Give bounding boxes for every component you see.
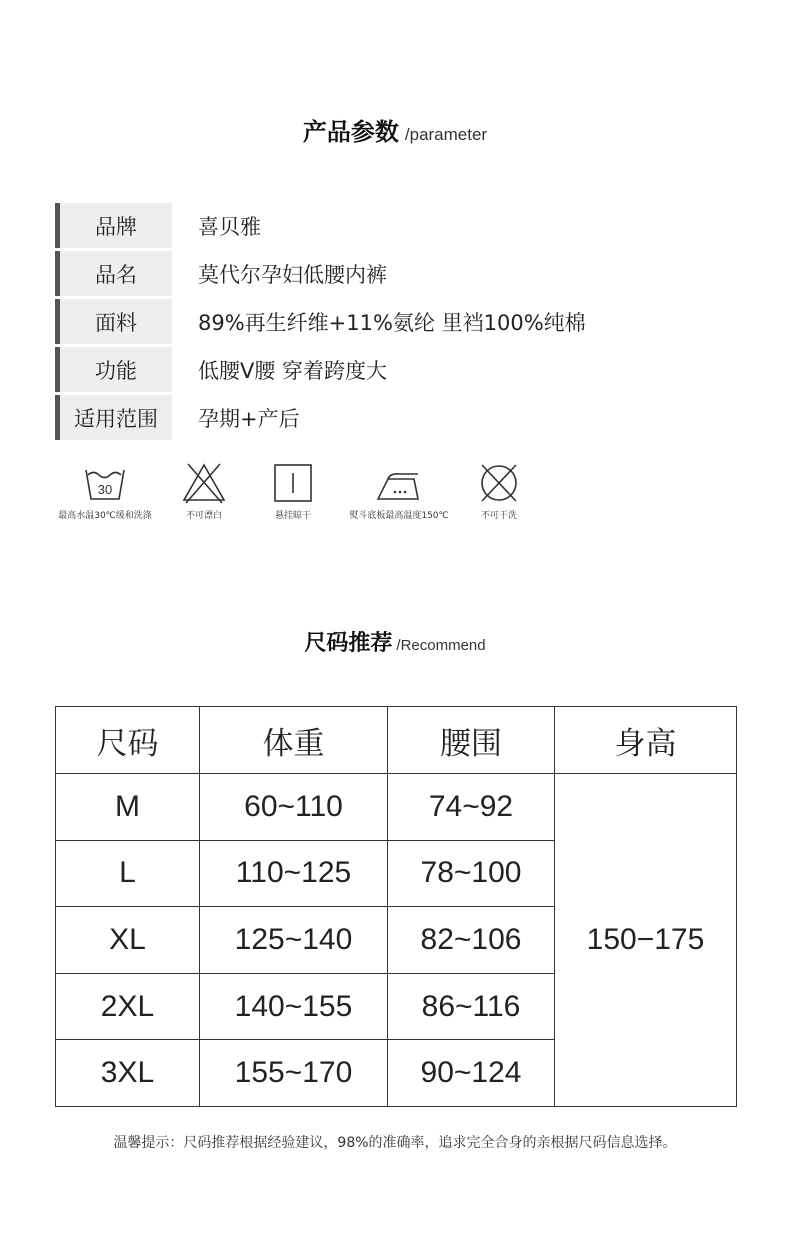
params-title-zh: 产品参数 — [302, 118, 399, 146]
waist-cell: 90~124 — [388, 1040, 555, 1107]
header-height: 身高 — [555, 707, 737, 774]
param-row-scope — [55, 395, 735, 440]
header-waist: 腰围 — [388, 707, 555, 774]
header-weight: 体重 — [200, 707, 388, 774]
care-label: 悬挂晾干 — [274, 511, 311, 521]
weight-cell: 60~110 — [200, 774, 388, 841]
size-table — [55, 706, 737, 1107]
iron-icon — [374, 461, 424, 505]
table-header-row — [56, 707, 737, 774]
care-hang-dry — [233, 461, 353, 521]
param-label: 面料 — [55, 299, 172, 344]
param-row-name — [55, 251, 735, 296]
param-value: 喜贝雅 — [198, 214, 261, 239]
size-title-en: /Recommend — [396, 637, 486, 654]
header-size: 尺码 — [56, 707, 200, 774]
size-cell: M — [56, 774, 200, 841]
height-cell: 150−175 — [555, 774, 737, 1107]
size-title — [0, 626, 790, 657]
size-cell: L — [56, 840, 200, 907]
param-row-function — [55, 347, 735, 392]
hang-dry-icon — [271, 461, 315, 505]
param-value: 89%再生纤维+11%氨纶 里裆100%纯棉 — [198, 310, 586, 335]
waist-cell: 82~106 — [388, 907, 555, 974]
size-note: 温馨提示：尺码推荐根据经验建议，98%的准确率，追求完全合身的亲根据尺码信息选择。 — [113, 1135, 677, 1151]
param-value: 孕期+产后 — [198, 406, 300, 431]
waist-cell: 78~100 — [388, 840, 555, 907]
size-cell: XL — [56, 907, 200, 974]
param-label: 适用范围 — [55, 395, 172, 440]
param-value: 莫代尔孕妇低腰内裤 — [198, 262, 387, 287]
param-row-fabric — [55, 299, 735, 344]
weight-cell: 110~125 — [200, 840, 388, 907]
param-label: 功能 — [55, 347, 172, 392]
params-title-en: /parameter — [404, 125, 488, 144]
weight-cell: 140~155 — [200, 973, 388, 1040]
size-title-zh: 尺码推荐 — [304, 631, 393, 656]
waist-cell: 74~92 — [388, 774, 555, 841]
param-label: 品牌 — [55, 203, 172, 248]
param-value: 低腰V腰 穿着跨度大 — [198, 358, 388, 383]
no-bleach-icon — [182, 461, 226, 505]
care-label: 不可干洗 — [480, 511, 517, 521]
weight-cell: 125~140 — [200, 907, 388, 974]
no-dry-clean-icon — [477, 461, 521, 505]
size-cell: 2XL — [56, 973, 200, 1040]
wash-temperature: 30 — [97, 482, 113, 497]
care-label: 不可漂白 — [185, 511, 222, 521]
care-label: 熨斗底板最高温度150℃ — [349, 511, 449, 521]
care-no-dry-clean — [439, 461, 559, 521]
weight-cell: 155~170 — [200, 1040, 388, 1107]
params-title — [0, 112, 790, 147]
waist-cell: 86~116 — [388, 973, 555, 1040]
param-row-brand — [55, 203, 735, 248]
param-label: 品名 — [55, 251, 172, 296]
table-row — [56, 774, 737, 841]
size-cell: 3XL — [56, 1040, 200, 1107]
wash-30-icon — [83, 461, 127, 505]
care-label: 最高水温30℃缓和洗涤 — [58, 511, 152, 521]
